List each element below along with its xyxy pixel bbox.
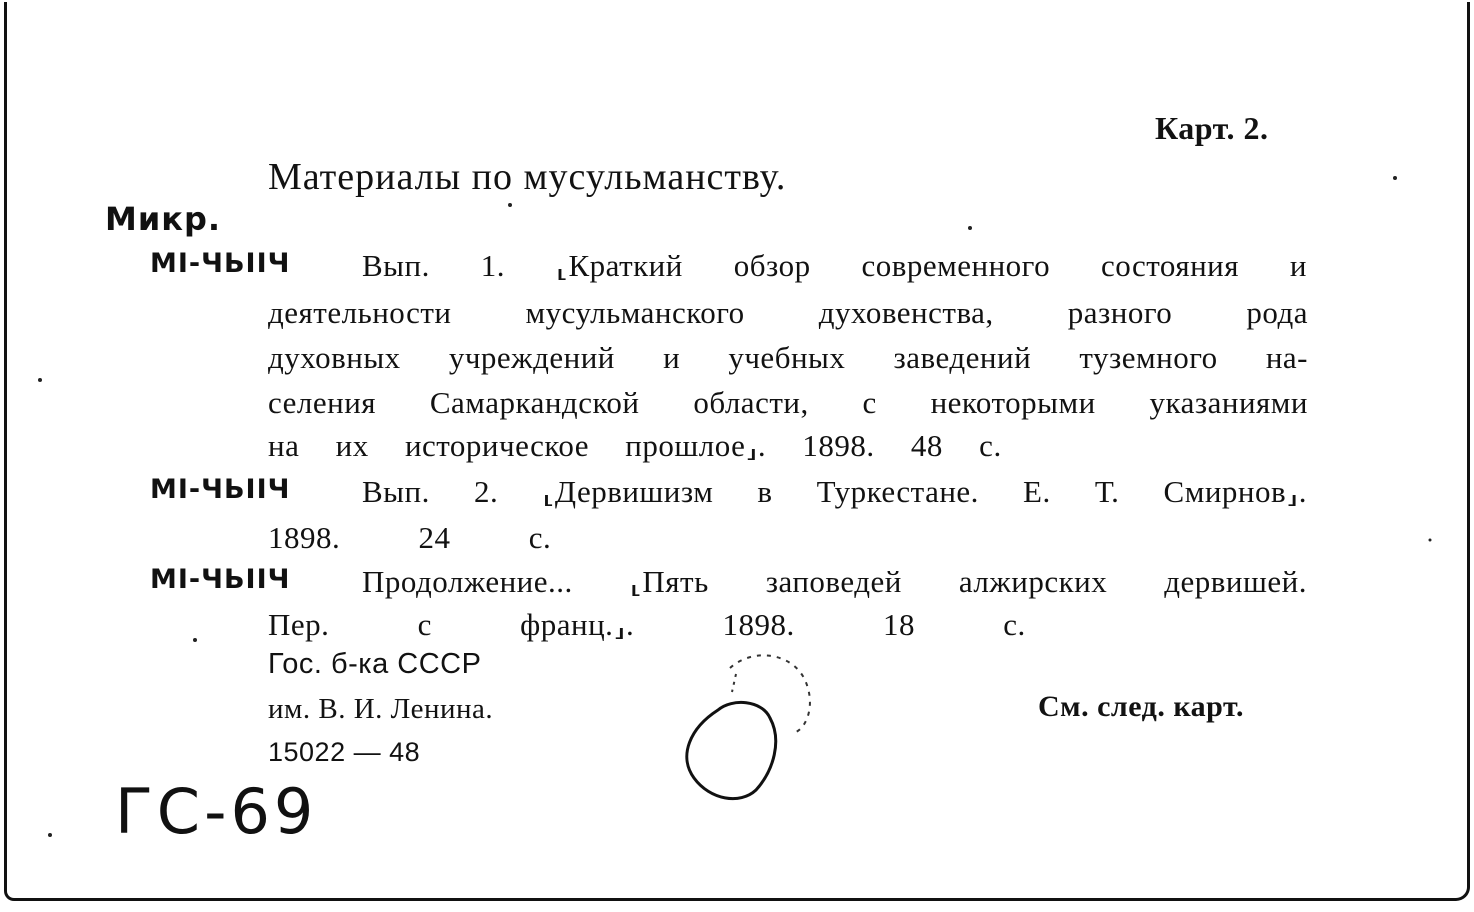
library-stamp-line-3: 15022 — 48 [268, 737, 421, 767]
entry-3-line-2: Пер. с франц.⸥. 1898. 18 с. [268, 607, 1026, 642]
shelfmark-entry-2: МІ-ЧЬІІЧ [150, 474, 291, 505]
card-number: Карт. 2. [1155, 110, 1269, 146]
shelfmark-entry-1: МІ-ЧЬІІЧ [150, 248, 291, 279]
handwritten-micro-note: Микр. [105, 200, 222, 238]
entry-1-line-1: Вып. 1. ⸤Краткий обзор современного состояния и [362, 248, 1307, 283]
handwritten-collection-code: ГС-69 [115, 775, 318, 848]
library-stamp-line-1: Гос. б-ка СССР [268, 648, 482, 680]
entry-1-line-2: деятельности мусульманского духовенства, разного рода [268, 295, 1308, 330]
entry-1-line-4: селения Самаркандской области, с некоторыми указаниями [268, 385, 1308, 420]
shelfmark-entry-3: МІ-ЧЬІІЧ [150, 564, 291, 595]
entry-3-line-1: Продолжение... ⸤Пять заповедей алжирских дервишей. [362, 564, 1307, 599]
entry-2-line-2: 1898. 24 с. [268, 520, 552, 555]
entry-1-line-5: на их историческое прошлое⸥. 1898. 48 с. [268, 428, 1002, 463]
continue-note: См. след. карт. [1038, 690, 1244, 723]
entry-2-line-1: Вып. 2. ⸤Дервишизм в Туркестане. Е. Т. Смирнов⸥. [362, 474, 1307, 509]
card-title: Материалы по мусульманству. [268, 156, 787, 198]
entry-1-line-3: духовных учреждений и учебных заведений туземного на- [268, 340, 1308, 375]
library-stamp-line-2: им. В. И. Ленина. [268, 693, 494, 725]
